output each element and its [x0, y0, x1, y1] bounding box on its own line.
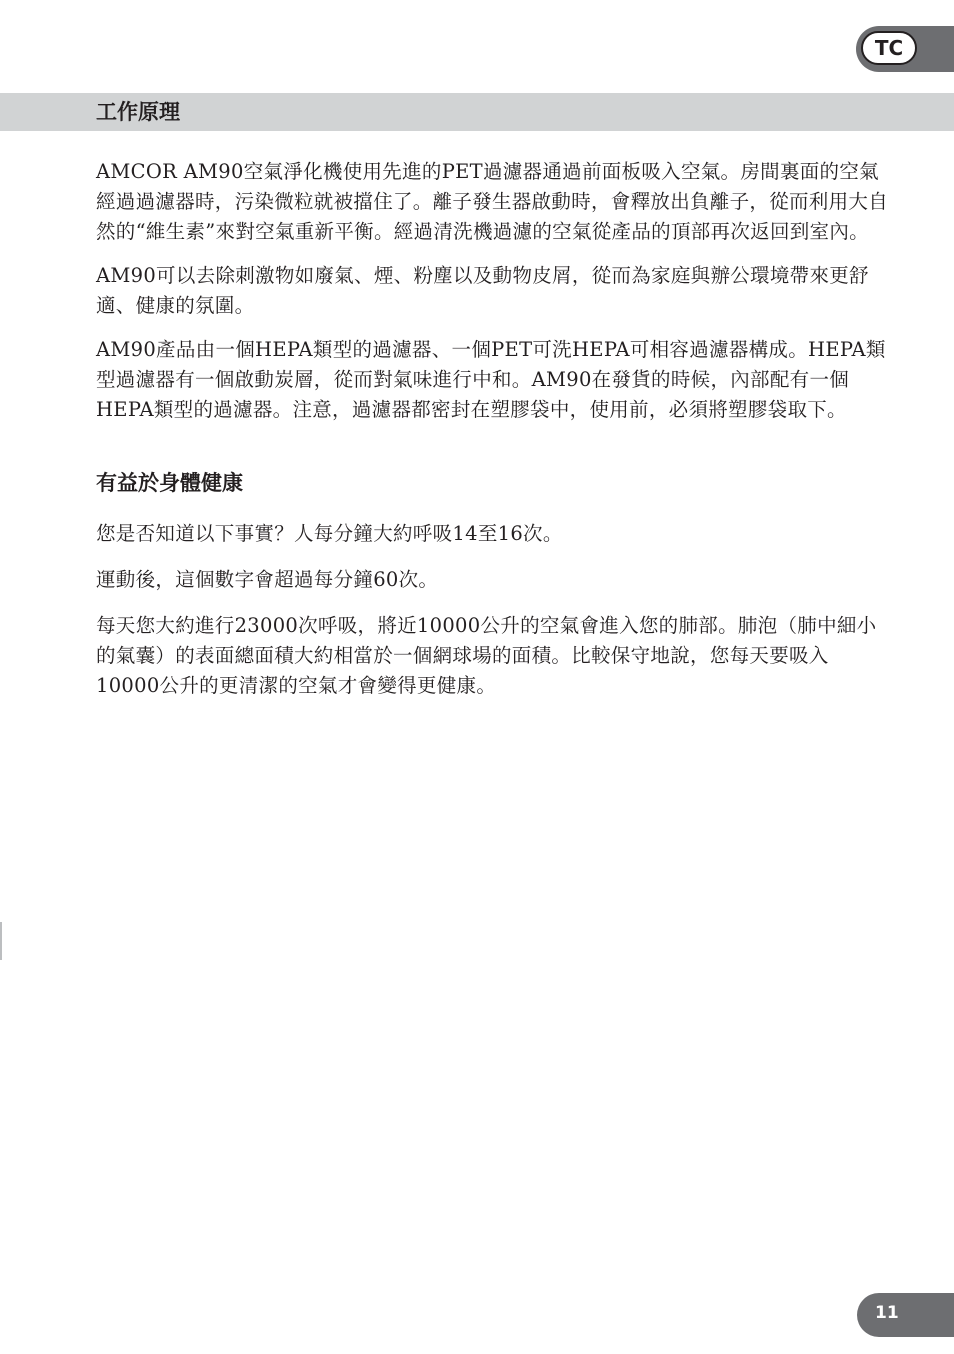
- health-paragraph-2: 運動後，這個數字會超過每分鐘60次。: [96, 568, 439, 591]
- language-badge: TC: [861, 31, 917, 65]
- principle-paragraph-2: AM90可以去除刺激物如廢氣、煙、粉塵以及動物皮屑，從而為家庭與辦公環境帶來更舒適、健康的氛圍。: [96, 264, 869, 317]
- health-paragraph-3: 每天您大約進行23000次呼吸，將近10000公升的空氣會進入您的肺部。肺泡（肺中細小的氣囊）的表面總面積大約相當於一個網球場的面積。比較保守地說，您每天要吸入10000公升的更清潔的空氣才會變得更健康。: [96, 614, 877, 697]
- page-number-tab: [857, 1293, 954, 1337]
- principle-paragraph-1: AMCOR AM90空氣淨化機使用先進的PET過濾器通過前面板吸入空氣。房間裏面的空氣經過過濾器時，污染微粒就被擋住了。離子發生器啟動時，會釋放出負離子，從而利用大自然的“維生素”來對空氣重新平衡。經過清洗機過濾的空氣從產品的頂部再次返回到室內。: [96, 160, 889, 243]
- principle-paragraph-3: AM90產品由一個HEPA類型的過濾器、一個PET可洗HEPA可相容過濾器構成。HEPA類型過濾器有一個啟動炭層，從而對氣味進行中和。AM90在發貨的時候，內部配有一個HEPA類型的過濾器。注意，過濾器都密封在塑膠袋中，使用前，必須將塑膠袋取下。: [96, 338, 886, 421]
- section-header-bar: [0, 93, 954, 131]
- health-paragraph-1: 您是否知道以下事實？人每分鐘大約呼吸14至16次。: [96, 522, 563, 545]
- page-number: 11: [875, 1303, 899, 1323]
- margin-mark: [0, 922, 2, 960]
- language-tab: [856, 26, 954, 72]
- main-content: [96, 157, 892, 715]
- section-title-principle: 工作原理: [96, 100, 180, 124]
- section-title-health: 有益於身體健康: [96, 471, 243, 495]
